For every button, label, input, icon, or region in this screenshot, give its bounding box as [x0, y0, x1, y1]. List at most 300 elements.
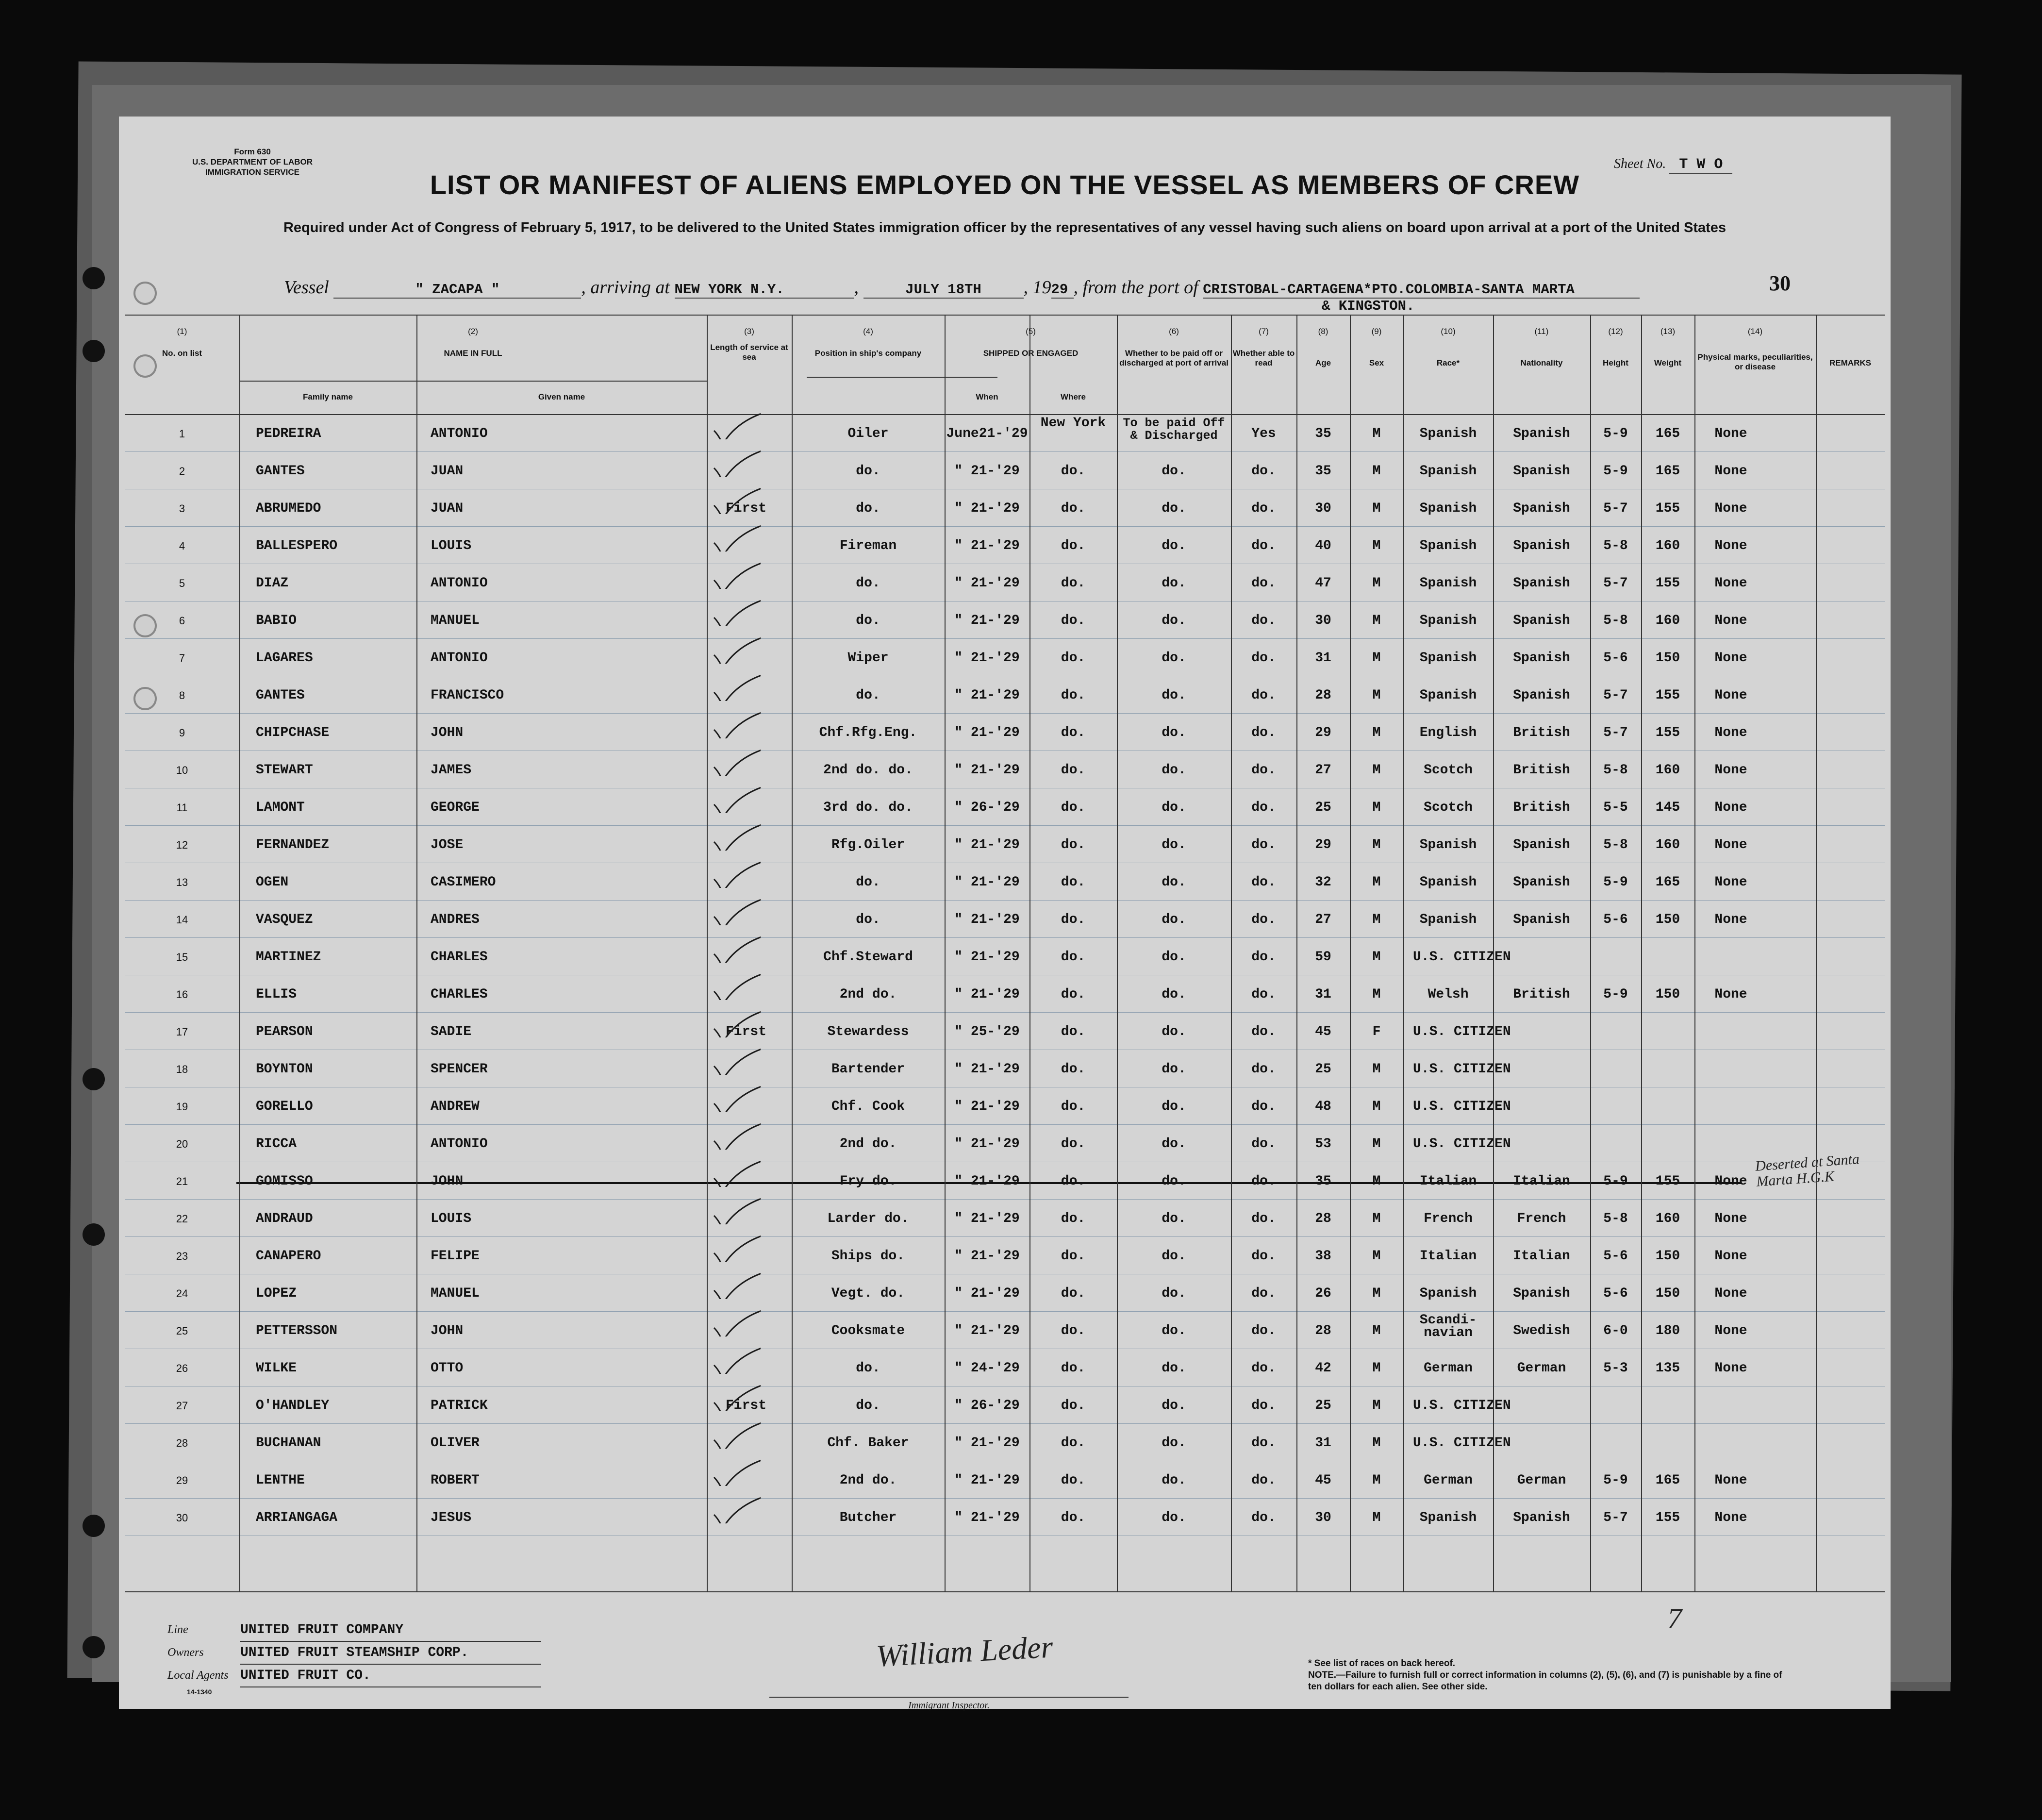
check-mark-icon	[712, 562, 761, 589]
race-cell: Spanish	[1419, 651, 1477, 666]
sex-cell: M	[1372, 576, 1381, 591]
row-number-cell: 19	[176, 1101, 188, 1113]
nationality-cell: Spanish	[1513, 576, 1570, 591]
position-cell: do.	[856, 501, 880, 516]
table-row	[125, 564, 1885, 601]
sex-cell: M	[1372, 1174, 1381, 1189]
weight-cell: 155	[1655, 501, 1680, 516]
paid-off-cell: do.	[1162, 501, 1186, 516]
family-name-cell: CANAPERO	[256, 1249, 321, 1264]
race-cell: Spanish	[1419, 576, 1477, 591]
sex-cell: M	[1372, 1436, 1381, 1451]
check-mark-icon	[712, 973, 761, 1000]
check-mark-icon	[712, 599, 761, 626]
given-name-cell: ANTONIO	[431, 1136, 488, 1152]
header-sex: Sex	[1369, 358, 1384, 367]
binder-hole	[83, 1636, 105, 1658]
race-cell: U.S. CITIZEN	[1413, 950, 1511, 965]
family-name-cell: GANTES	[256, 464, 305, 479]
row-number-cell: 9	[179, 727, 185, 739]
page-number: 30	[1769, 271, 1791, 295]
paid-off-cell: do.	[1162, 1249, 1186, 1264]
shipped-when-cell: " 21-'29	[954, 950, 1020, 965]
shipped-where-cell: do.	[1061, 912, 1086, 927]
able-to-read-cell: do.	[1251, 1398, 1276, 1413]
able-to-read-cell: do.	[1251, 464, 1276, 479]
shipped-where-cell: do.	[1061, 1136, 1086, 1152]
age-cell: 35	[1315, 426, 1331, 441]
family-name-cell: OGEN	[256, 875, 289, 890]
weight-cell: 180	[1655, 1323, 1680, 1338]
sex-cell: M	[1372, 800, 1381, 815]
height-cell: 5-8	[1603, 613, 1628, 628]
weight-cell: 145	[1655, 800, 1680, 815]
weight-cell: 150	[1655, 987, 1680, 1002]
height-cell: 5-9	[1603, 875, 1628, 890]
shipped-where-cell: do.	[1061, 987, 1086, 1002]
check-mark-icon	[712, 1010, 761, 1037]
sex-cell: M	[1372, 725, 1381, 740]
race-cell: Spanish	[1419, 688, 1477, 703]
weight-cell: 155	[1655, 725, 1680, 740]
position-cell: do.	[856, 1398, 880, 1413]
position-cell: Fry do.	[839, 1174, 897, 1189]
row-number-cell: 26	[176, 1362, 188, 1374]
row-number-cell: 24	[176, 1287, 188, 1300]
check-mark-icon	[712, 1122, 761, 1150]
position-cell: do.	[856, 576, 880, 591]
remark-handwritten: Deserted at Santa Marta H.G.K	[1755, 1151, 1860, 1190]
family-name-cell: BALLESPERO	[256, 538, 338, 553]
paid-off-cell: do.	[1162, 538, 1186, 553]
header-when: When	[976, 392, 998, 401]
able-to-read-cell: do.	[1251, 651, 1276, 666]
table-row	[125, 1349, 1885, 1386]
note-races: * See list of races on back hereof.	[1308, 1658, 1456, 1669]
able-to-read-cell: do.	[1251, 501, 1276, 516]
nationality-cell: Spanish	[1513, 1510, 1570, 1525]
given-name-cell: JOHN	[431, 725, 464, 740]
shipped-when-cell: " 21-'29	[954, 1174, 1020, 1189]
col-num: (5)	[1026, 327, 1036, 336]
shipped-when-cell: " 21-'29	[954, 875, 1020, 890]
able-to-read-cell: do.	[1251, 1361, 1276, 1376]
given-name-cell: MANUEL	[431, 613, 480, 628]
sex-cell: M	[1372, 1062, 1381, 1077]
shipped-when-cell: " 21-'29	[954, 613, 1020, 628]
age-cell: 27	[1315, 763, 1331, 778]
family-name-cell: LAGARES	[256, 651, 313, 666]
check-mark-icon	[712, 898, 761, 925]
col-num: (13)	[1660, 327, 1676, 336]
check-mark-icon	[712, 674, 761, 701]
able-to-read-cell: do.	[1251, 763, 1276, 778]
col-num: (12)	[1608, 327, 1623, 336]
weight-cell: 165	[1655, 1473, 1680, 1488]
header-nationality: Nationality	[1520, 358, 1563, 367]
race-cell: English	[1419, 725, 1477, 740]
family-name-cell: FERNANDEZ	[256, 837, 330, 852]
height-cell: 5-7	[1603, 576, 1628, 591]
col-num: (6)	[1169, 327, 1179, 336]
able-to-read-cell: do.	[1251, 1136, 1276, 1152]
nationality-cell: Spanish	[1513, 912, 1570, 927]
nationality-cell: Italian	[1513, 1174, 1570, 1189]
table-row	[125, 975, 1885, 1012]
row-number-cell: 23	[176, 1250, 188, 1262]
shipped-where-cell: New York	[1040, 416, 1106, 431]
given-name-cell: ANDRES	[431, 912, 480, 927]
physical-marks-cell: None	[1714, 1473, 1747, 1488]
row-number-cell: 1	[179, 428, 185, 440]
check-mark-icon	[712, 861, 761, 888]
sheet-number-value: T W O	[1669, 156, 1732, 174]
position-cell: do.	[856, 912, 880, 927]
age-cell: 45	[1315, 1473, 1331, 1488]
position-cell: Cooksmate	[831, 1323, 905, 1338]
physical-marks-cell: None	[1714, 651, 1747, 666]
header-remarks: REMARKS	[1829, 358, 1871, 367]
given-name-cell: ANTONIO	[431, 651, 488, 666]
check-mark-icon	[712, 1347, 761, 1374]
col-num: (1)	[177, 327, 187, 336]
shipped-where-cell: do.	[1061, 725, 1086, 740]
nationality-cell: German	[1517, 1473, 1566, 1488]
table-row	[125, 713, 1885, 751]
position-cell: do.	[856, 688, 880, 703]
sex-cell: M	[1372, 501, 1381, 516]
check-mark-icon	[712, 1197, 761, 1224]
agents-value: UNITED FRUIT CO.	[240, 1665, 541, 1687]
check-mark-icon	[712, 1272, 761, 1299]
check-mark-icon	[712, 524, 761, 551]
sex-cell: M	[1372, 464, 1381, 479]
table-row	[125, 676, 1885, 713]
check-mark-icon	[712, 636, 761, 664]
weight-cell: 135	[1655, 1361, 1680, 1376]
race-cell: Spanish	[1419, 1286, 1477, 1301]
shipped-when-cell: " 21-'29	[954, 1249, 1020, 1264]
sex-cell: M	[1372, 837, 1381, 852]
row-number-cell: 28	[176, 1437, 188, 1449]
check-mark-icon	[712, 1459, 761, 1486]
form-code: 14-1340	[187, 1688, 212, 1696]
able-to-read-cell: do.	[1251, 725, 1276, 740]
check-mark-icon	[712, 412, 761, 439]
form-number: Form 630	[234, 147, 271, 156]
line-value: UNITED FRUIT COMPANY	[240, 1620, 541, 1642]
shipped-where-cell: do.	[1061, 1510, 1086, 1525]
physical-marks-cell: None	[1714, 501, 1747, 516]
height-cell: 5-9	[1603, 1174, 1628, 1189]
weight-cell: 155	[1655, 1510, 1680, 1525]
nationality-cell: Spanish	[1513, 651, 1570, 666]
shipped-where-cell: do.	[1061, 1361, 1086, 1376]
family-name-cell: RICCA	[256, 1136, 297, 1152]
header-shipped-or-engaged: SHIPPED OR ENGAGED	[983, 349, 1079, 358]
nationality-cell: British	[1513, 987, 1570, 1002]
weight-cell: 160	[1655, 538, 1680, 553]
nationality-cell: British	[1513, 725, 1570, 740]
family-name-cell: CHIPCHASE	[256, 725, 330, 740]
physical-marks-cell: None	[1714, 688, 1747, 703]
given-name-cell: CASIMERO	[431, 875, 496, 890]
table-row	[125, 1050, 1885, 1087]
table-row	[125, 1461, 1885, 1498]
paid-off-cell: do.	[1162, 1099, 1186, 1114]
height-cell: 5-6	[1603, 1249, 1628, 1264]
position-cell: Chf.Steward	[823, 950, 913, 965]
given-name-cell: MANUEL	[431, 1286, 480, 1301]
shipped-when-cell: " 21-'29	[954, 576, 1020, 591]
able-to-read-cell: do.	[1251, 688, 1276, 703]
age-cell: 38	[1315, 1249, 1331, 1264]
height-cell: 5-8	[1603, 837, 1628, 852]
height-cell: 5-9	[1603, 987, 1628, 1002]
height-cell: 5-5	[1603, 800, 1628, 815]
table-row	[125, 788, 1885, 825]
given-name-cell: CHARLES	[431, 950, 488, 965]
shipped-when-cell: " 25-'29	[954, 1024, 1020, 1039]
row-number-cell: 20	[176, 1138, 188, 1150]
length-of-service-cell: First	[725, 501, 766, 516]
shipped-where-cell: do.	[1061, 1174, 1086, 1189]
weight-cell: 165	[1655, 464, 1680, 479]
position-cell: Oiler	[847, 426, 889, 441]
shipped-where-cell: do.	[1061, 464, 1086, 479]
position-cell: Larder do.	[827, 1211, 909, 1226]
paid-off-cell: do.	[1162, 1211, 1186, 1226]
height-cell: 5-7	[1603, 725, 1628, 740]
race-cell: Spanish	[1419, 426, 1477, 441]
row-number-cell: 30	[176, 1512, 188, 1524]
height-cell: 5-7	[1603, 501, 1628, 516]
given-name-cell: JESUS	[431, 1510, 472, 1525]
height-cell: 5-7	[1603, 1510, 1628, 1525]
check-mark-icon	[712, 487, 761, 514]
race-cell: U.S. CITIZEN	[1413, 1398, 1511, 1413]
position-cell: Wiper	[847, 651, 889, 666]
shipped-when-cell: " 21-'29	[954, 1136, 1020, 1152]
nationality-cell: British	[1513, 763, 1570, 778]
position-cell: do.	[856, 464, 880, 479]
shipped-where-cell: do.	[1061, 763, 1086, 778]
physical-marks-cell: None	[1714, 725, 1747, 740]
able-to-read-cell: do.	[1251, 875, 1276, 890]
table-row	[125, 1498, 1885, 1536]
age-cell: 25	[1315, 1398, 1331, 1413]
row-number-cell: 8	[179, 689, 185, 701]
paid-off-cell: do.	[1162, 1323, 1186, 1338]
sheet-number-label: Sheet No.	[1614, 156, 1666, 171]
nationality-cell: Spanish	[1513, 1286, 1570, 1301]
paid-off-cell: do.	[1162, 1286, 1186, 1301]
header-paid-off: Whether to be paid off or discharged at port of arrival	[1119, 349, 1229, 367]
check-mark-icon	[712, 1235, 761, 1262]
height-cell: 5-8	[1603, 1211, 1628, 1226]
strikethrough-line	[236, 1182, 1741, 1184]
shipped-where-cell: do.	[1061, 1211, 1086, 1226]
age-cell: 28	[1315, 688, 1331, 703]
physical-marks-cell: None	[1714, 464, 1747, 479]
col-num: (10)	[1441, 327, 1456, 336]
given-name-cell: OTTO	[431, 1361, 464, 1376]
given-name-cell: FELIPE	[431, 1249, 480, 1264]
given-name-cell: SADIE	[431, 1024, 472, 1039]
header-race: Race*	[1436, 358, 1460, 367]
paid-off-cell: do.	[1162, 464, 1186, 479]
shipped-when-cell: " 26-'29	[954, 1398, 1020, 1413]
age-cell: 25	[1315, 1062, 1331, 1077]
shipped-where-cell: do.	[1061, 688, 1086, 703]
position-cell: Rfg.Oiler	[831, 837, 905, 852]
agents-row	[167, 1665, 541, 1687]
physical-marks-cell: None	[1714, 426, 1747, 441]
able-to-read-cell: do.	[1251, 538, 1276, 553]
shipped-where-cell: do.	[1061, 800, 1086, 815]
header-given-name: Given name	[538, 392, 585, 401]
given-name-cell: GEORGE	[431, 800, 480, 815]
race-cell: French	[1424, 1211, 1473, 1226]
shipped-when-cell: " 21-'29	[954, 763, 1020, 778]
physical-marks-cell: None	[1714, 800, 1747, 815]
sex-cell: M	[1372, 1099, 1381, 1114]
able-to-read-cell: do.	[1251, 800, 1276, 815]
shipped-when-cell: " 21-'29	[954, 1286, 1020, 1301]
count-mark: 7	[1667, 1603, 1682, 1635]
row-number-cell: 29	[176, 1474, 188, 1486]
physical-marks-cell: None	[1714, 613, 1747, 628]
shipped-where-cell: do.	[1061, 875, 1086, 890]
family-name-cell: ARRIANGAGA	[256, 1510, 338, 1525]
paid-off-cell: do.	[1162, 613, 1186, 628]
shipped-where-cell: do.	[1061, 651, 1086, 666]
race-cell: U.S. CITIZEN	[1413, 1099, 1511, 1114]
physical-marks-cell: None	[1714, 1323, 1747, 1338]
family-name-cell: BOYNTON	[256, 1062, 313, 1077]
physical-marks-cell: None	[1714, 1211, 1747, 1226]
table-row	[125, 451, 1885, 489]
weight-cell: 160	[1655, 1211, 1680, 1226]
family-name-cell: PETTERSSON	[256, 1323, 338, 1338]
race-cell: Scotch	[1424, 800, 1473, 815]
col-num: (4)	[863, 327, 873, 336]
family-name-cell: STEWART	[256, 763, 313, 778]
header-able-to-read: Whether able to read	[1232, 349, 1295, 367]
row-number-cell: 3	[179, 502, 185, 515]
physical-marks-cell: None	[1714, 1286, 1747, 1301]
able-to-read-cell: do.	[1251, 1062, 1276, 1077]
age-cell: 31	[1315, 987, 1331, 1002]
height-cell: 5-9	[1603, 464, 1628, 479]
weight-cell: 160	[1655, 837, 1680, 852]
header-age: Age	[1315, 358, 1331, 367]
paid-off-cell: do.	[1162, 1024, 1186, 1039]
family-name-cell: DIAZ	[256, 576, 289, 591]
row-number-cell: 16	[176, 988, 188, 1001]
position-cell: Stewardess	[827, 1024, 909, 1039]
sex-cell: M	[1372, 1361, 1381, 1376]
check-mark-icon	[712, 749, 761, 776]
sex-cell: M	[1372, 538, 1381, 553]
row-number-cell: 17	[176, 1026, 188, 1038]
inspector-signature: William Leder	[875, 1629, 1054, 1673]
weight-cell: 150	[1655, 1249, 1680, 1264]
crew-table	[125, 315, 1885, 1591]
age-cell: 35	[1315, 1174, 1331, 1189]
col-num: (7)	[1259, 327, 1269, 336]
height-cell: 5-7	[1603, 688, 1628, 703]
weight-cell: 155	[1655, 1174, 1680, 1189]
paid-off-cell: do.	[1162, 576, 1186, 591]
able-to-read-cell: do.	[1251, 1211, 1276, 1226]
length-of-service-cell: First	[725, 1024, 766, 1039]
paid-off-cell: do.	[1162, 1062, 1186, 1077]
paid-off-cell: do.	[1162, 1510, 1186, 1525]
race-cell: Spanish	[1419, 464, 1477, 479]
able-to-read-cell: Yes	[1251, 426, 1276, 441]
age-cell: 30	[1315, 501, 1331, 516]
row-number-cell: 25	[176, 1325, 188, 1337]
given-name-cell: JAMES	[431, 763, 472, 778]
shipped-when-cell: " 21-'29	[954, 1062, 1020, 1077]
table-row	[125, 1386, 1885, 1423]
check-mark-icon	[712, 1496, 761, 1523]
position-cell: Butcher	[839, 1510, 897, 1525]
physical-marks-cell: None	[1714, 763, 1747, 778]
table-row	[125, 489, 1885, 526]
manifest-subtitle: Required under Act of Congress of February 5, 1917, to be delivered to the United States immigration officer by the representatives of any vessel having such aliens on board upon arrival at a port of the United States	[283, 220, 1727, 235]
given-name-cell: JUAN	[431, 464, 464, 479]
row-number-cell: 22	[176, 1213, 188, 1225]
physical-marks-cell: None	[1714, 1361, 1747, 1376]
nationality-cell: Spanish	[1513, 875, 1570, 890]
check-mark-icon	[712, 450, 761, 477]
shipped-when-cell: June21-'29	[946, 426, 1028, 441]
sex-cell: M	[1372, 688, 1381, 703]
sex-cell: M	[1372, 875, 1381, 890]
row-number-cell: 5	[179, 577, 185, 589]
sex-cell: M	[1372, 1398, 1381, 1413]
owners-label: Owners	[167, 1646, 204, 1659]
given-name-cell: ANTONIO	[431, 576, 488, 591]
age-cell: 26	[1315, 1286, 1331, 1301]
age-cell: 27	[1315, 912, 1331, 927]
height-cell: 5-3	[1603, 1361, 1628, 1376]
family-name-cell: PEDREIRA	[256, 426, 321, 441]
paid-off-cell: do.	[1162, 912, 1186, 927]
race-cell: German	[1424, 1361, 1473, 1376]
family-name-cell: LAMONT	[256, 800, 305, 815]
nationality-cell: Spanish	[1513, 538, 1570, 553]
binder-ring	[133, 282, 157, 305]
position-cell: 2nd do.	[839, 1473, 897, 1488]
table-row	[125, 1236, 1885, 1274]
paid-off-cell: do.	[1162, 763, 1186, 778]
check-mark-icon	[712, 1421, 761, 1449]
shipped-where-cell: do.	[1061, 1062, 1086, 1077]
family-name-cell: MARTINEZ	[256, 950, 321, 965]
able-to-read-cell: do.	[1251, 576, 1276, 591]
shipped-where-cell: do.	[1061, 1436, 1086, 1451]
family-name-cell: ELLIS	[256, 987, 297, 1002]
shipped-where-cell: do.	[1061, 1286, 1086, 1301]
race-cell: German	[1424, 1473, 1473, 1488]
col-num: (14)	[1747, 327, 1763, 336]
physical-marks-cell: None	[1714, 1249, 1747, 1264]
height-cell: 6-0	[1603, 1323, 1628, 1338]
age-cell: 35	[1315, 464, 1331, 479]
